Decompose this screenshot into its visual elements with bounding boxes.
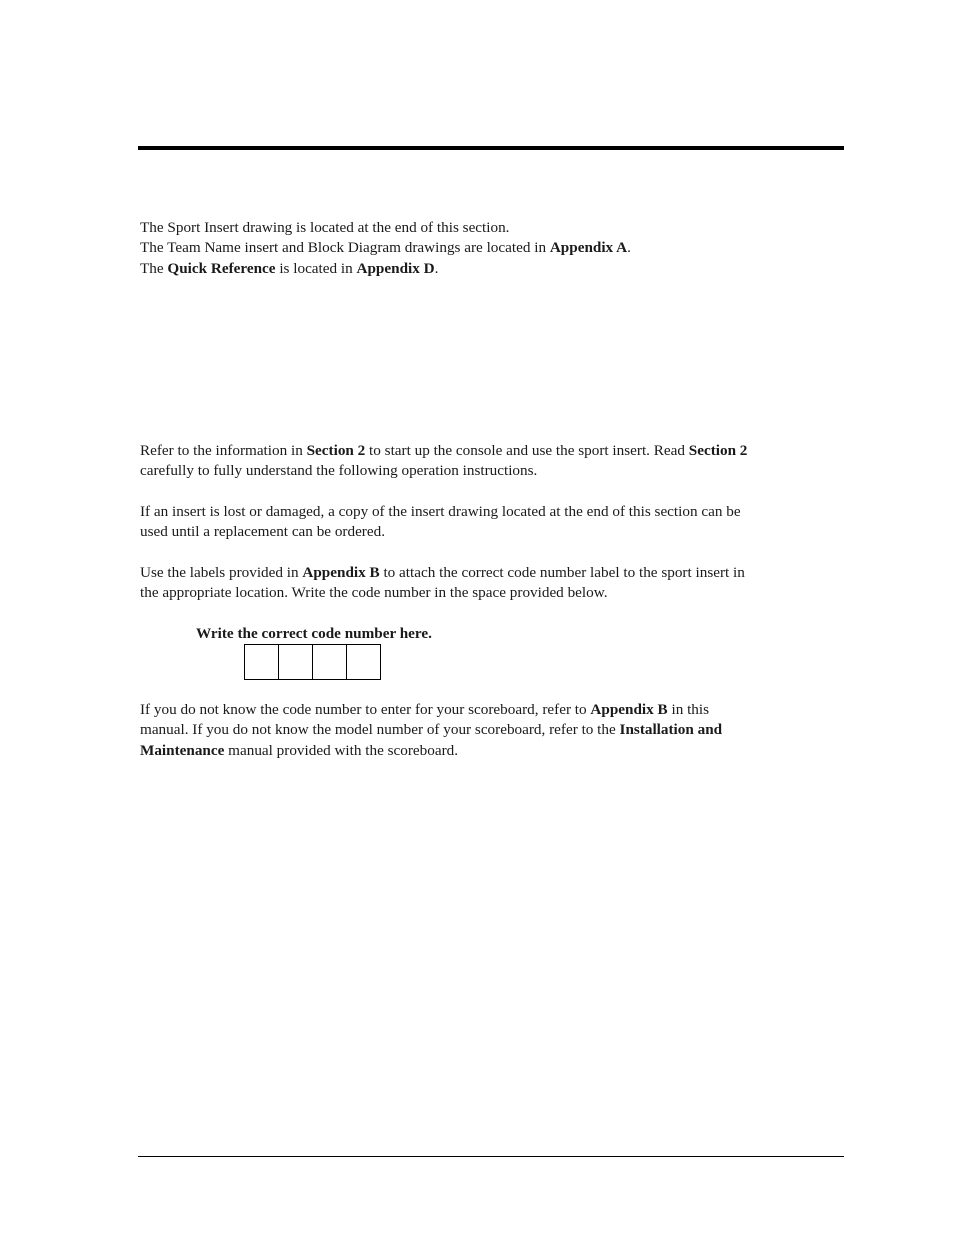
- paragraph-lost-insert: If an insert is lost or damaged, a copy of the insert drawing located at the end of this section can be used until a replacement can be ordered.: [140, 503, 741, 541]
- appendix-d-ref: Appendix D: [356, 259, 435, 277]
- code-digit-box[interactable]: [347, 645, 380, 679]
- maintenance-ref: Maintenance: [140, 741, 225, 759]
- section-2-ref: Section 2: [306, 442, 366, 459]
- code-digit-box[interactable]: [279, 645, 313, 679]
- appendix-a-ref: Appendix A: [549, 239, 628, 257]
- installation-manual-ref: Installation and: [619, 721, 723, 739]
- code-number-label: Write the correct code number here.: [196, 625, 432, 642]
- appendix-b-ref: Appendix B: [590, 701, 668, 718]
- paragraph-labels: Use the labels provided in Appendix B to attach the correct code number label to the sport insert in the appropriate location. Write the code number in the space provided below.: [140, 564, 745, 602]
- section-2-ref: Section 2: [688, 442, 748, 459]
- intro-block: [140, 218, 840, 279]
- paragraph-unknown-code: If you do not know the code number to enter for your scoreboard, refer to Appendix B in this manual. If you do not know the model number of your scoreboard, refer to the Installation and Maintenance manual provided with the scoreboard.: [140, 701, 723, 759]
- quick-reference-ref: Quick Reference: [167, 259, 276, 277]
- intro-line-2: The Team Name insert and Block Diagram drawings are located in Appendix A.: [140, 239, 631, 257]
- code-digit-box[interactable]: [313, 645, 347, 679]
- footer-rule: [138, 1156, 844, 1157]
- code-number-boxes[interactable]: [244, 644, 381, 680]
- paragraph-section-2: Refer to the information in Section 2 to start up the console and use the sport insert. Read Section 2 carefully to fully understand the following operation instructions.: [140, 442, 748, 480]
- appendix-b-ref: Appendix B: [302, 564, 380, 581]
- intro-line-1: The Sport Insert drawing is located at the end of this section.: [140, 219, 510, 236]
- code-digit-box[interactable]: [245, 645, 279, 679]
- intro-line-3: The Quick Reference is located in Appendix D.: [140, 259, 439, 277]
- header-rule: [138, 146, 844, 150]
